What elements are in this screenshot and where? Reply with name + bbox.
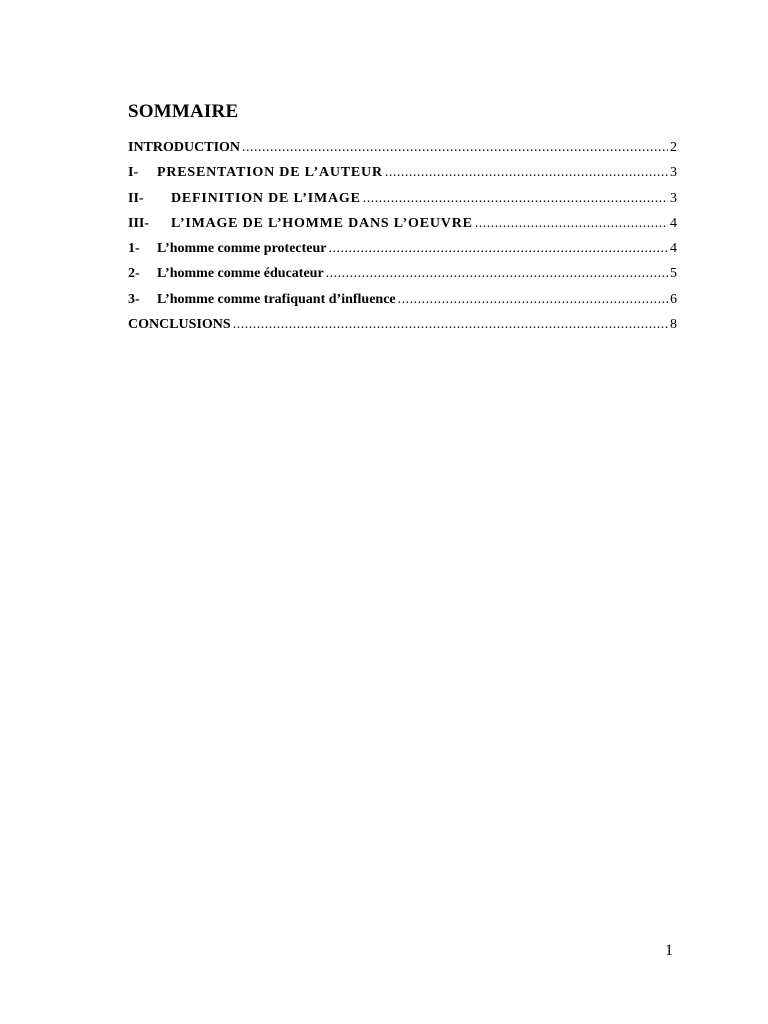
dot-leader [385,165,668,181]
toc-entry-number: III- [128,215,150,231]
table-of-contents [128,140,677,342]
toc-entry-educateur[interactable] [128,266,677,291]
toc-entry-page: 4 [670,215,677,231]
toc-entry-definition-image[interactable] [128,191,677,216]
toc-entry-label: CONCLUSIONS [128,317,231,333]
toc-entry-page: 8 [670,317,677,333]
toc-entry-protecteur[interactable] [128,241,677,266]
dot-leader [363,191,668,207]
toc-entry-page: 2 [670,140,677,155]
toc-entry-page: 5 [670,266,677,282]
toc-entry-page: 6 [670,291,677,307]
toc-entry-label: L’homme comme protecteur [157,241,327,257]
toc-entry-conclusions[interactable] [128,317,677,342]
toc-entry-page: 3 [670,165,677,181]
toc-entry-page: 4 [670,241,677,257]
dot-leader [242,140,668,156]
dot-leader [329,241,668,257]
toc-entry-number: II- [128,190,144,206]
toc-entry-label: L’homme comme trafiquant d’influence [157,291,396,307]
dot-leader [398,292,668,308]
toc-entry-number: 1- [128,241,140,257]
toc-entry-label: PRESENTATION DE L’AUTEUR [157,165,383,181]
toc-entry-label: DEFINITION DE L’IMAGE [171,190,361,206]
toc-entry-label: L’homme comme éducateur [157,266,324,282]
toc-title: SOMMAIRE [128,101,239,122]
toc-entry-introduction[interactable] [128,140,677,165]
toc-entry-label: L’IMAGE DE L’HOMME DANS L’OEUVRE [171,215,473,231]
toc-entry-number: 2- [128,266,140,282]
toc-entry-presentation-auteur[interactable] [128,165,677,190]
dot-leader [233,317,668,333]
dot-leader [475,216,668,232]
toc-entry-number: I- [128,165,139,181]
toc-entry-label: INTRODUCTION [128,140,241,155]
page-number: 1 [665,942,673,959]
toc-entry-trafiquant[interactable] [128,292,677,317]
toc-entry-image-homme[interactable] [128,216,677,241]
toc-entry-number: 3- [128,291,140,307]
dot-leader [326,266,668,282]
toc-entry-page: 3 [670,190,677,206]
